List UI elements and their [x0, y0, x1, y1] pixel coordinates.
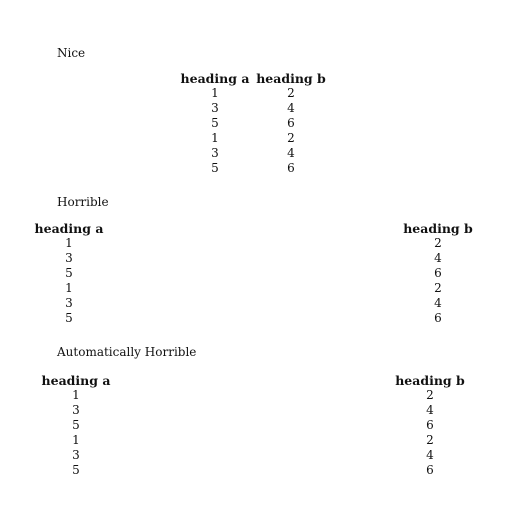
table-cell: 3: [72, 403, 80, 417]
table-cell: 6: [287, 116, 295, 130]
table-cell: 1: [72, 433, 80, 447]
table-cell: 6: [434, 311, 442, 325]
table-header-cell: heading b: [403, 221, 473, 236]
table-cell: 3: [65, 251, 73, 265]
table-header-cell: heading a: [180, 71, 250, 86]
table-horrible-column-a: [32, 221, 106, 326]
table-header-cell: heading a: [41, 373, 111, 388]
table-cell: 3: [72, 448, 80, 462]
table-cell: 4: [426, 448, 434, 462]
table-header-cell: heading b: [256, 71, 326, 86]
table-cell: 2: [434, 281, 442, 295]
section-label-nice: Nice: [57, 46, 86, 60]
table-cell: 1: [211, 131, 219, 145]
table-cell: 2: [426, 388, 434, 402]
table-cell: 5: [65, 266, 73, 280]
table-cell: 4: [287, 101, 295, 115]
table-cell: 5: [211, 116, 219, 130]
section-label-automatically-horrible: Automatically Horrible: [57, 345, 197, 359]
table-cell: 1: [65, 281, 73, 295]
table-cell: 5: [72, 463, 80, 477]
table-cell: 2: [287, 131, 295, 145]
table-horrible-column-b: [401, 221, 475, 326]
table-cell: 6: [426, 418, 434, 432]
table-nice-column-a: [178, 71, 252, 176]
table-cell: 1: [211, 86, 219, 100]
table-cell: 1: [65, 236, 73, 250]
section-label-horrible: Horrible: [57, 195, 109, 209]
table-cell: 4: [287, 146, 295, 160]
table-cell: 5: [65, 311, 73, 325]
table-cell: 4: [434, 296, 442, 310]
table-cell: 1: [72, 388, 80, 402]
table-header-cell: heading b: [395, 373, 465, 388]
table-cell: 6: [434, 266, 442, 280]
table-cell: 3: [211, 146, 219, 160]
table-cell: 4: [434, 251, 442, 265]
table-cell: 2: [287, 86, 295, 100]
table-cell: 2: [434, 236, 442, 250]
table-cell: 5: [211, 161, 219, 175]
table-nice-column-b: [254, 71, 328, 176]
table-cell: 5: [72, 418, 80, 432]
table-cell: 6: [426, 463, 434, 477]
table-cell: 4: [426, 403, 434, 417]
table-automatically-horrible-column-b: [393, 373, 467, 478]
table-automatically-horrible-column-a: [39, 373, 113, 478]
table-cell: 3: [211, 101, 219, 115]
table-cell: 6: [287, 161, 295, 175]
table-header-cell: heading a: [34, 221, 104, 236]
table-cell: 2: [426, 433, 434, 447]
table-cell: 3: [65, 296, 73, 310]
